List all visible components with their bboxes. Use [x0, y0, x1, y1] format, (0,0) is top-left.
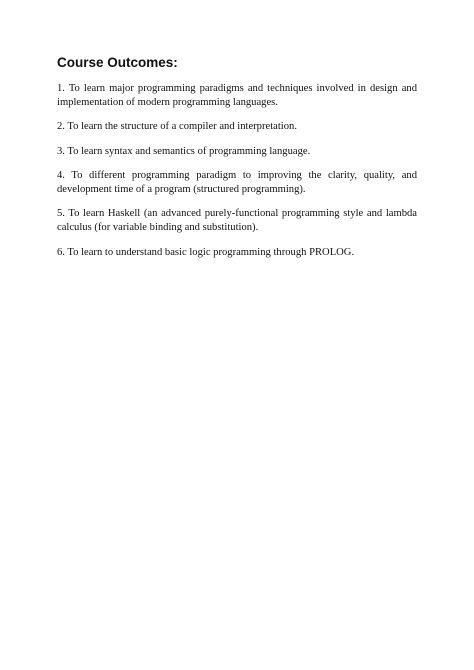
outcome-item-3: 3. To learn syntax and semantics of programming language. [57, 145, 311, 157]
course-outcomes-list [57, 82, 417, 270]
page-title: Course Outcomes: [57, 55, 178, 70]
outcome-item-6: 6. To learn to understand basic logic programming through PROLOG. [57, 246, 355, 258]
outcome-item-2: 2. To learn the structure of a compiler and interpretation. [57, 121, 297, 133]
outcome-item-5: 5. To learn Haskell (an advanced purely-functional programming style and lambda calculus (for variable binding and substitution). [57, 208, 417, 234]
outcome-item-4: 4. To different programming paradigm to improving the clarity, quality, and development time of a program (structured programming). [57, 169, 417, 196]
outcome-item-1: 1. To learn major programming paradigms and techniques involved in design and implementation of modern programming languages. [57, 83, 417, 109]
